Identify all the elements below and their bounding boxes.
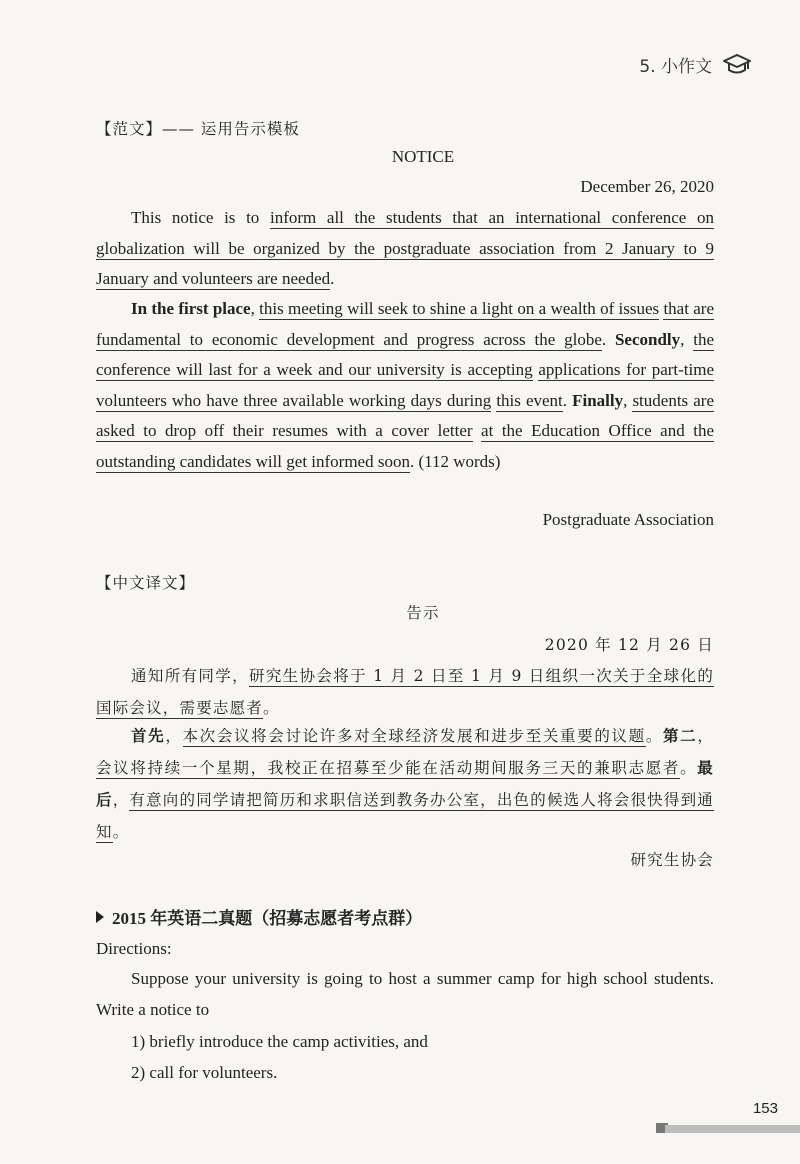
graduation-cap-icon [722,52,752,76]
exam-item-2: 2) call for volunteers. [131,1063,278,1082]
tp2-underline-5: 将会很快得到通知 [96,791,714,841]
tp1-underline-2: 的国际会议，需要志愿者 [96,667,715,717]
p1-underline-2: globalization will be organized by the postgraduate association from 2 January to 9 [96,238,714,258]
exam-heading-text: 2015 年英语二真题（招募志愿者考点群） [112,909,423,928]
notice-date: December 26, 2020 [580,177,714,196]
p2-underline-2: that are fundamental to economic development and progress across the globe [96,299,714,349]
notice-title: NOTICE [391,147,455,166]
tp2-underline-1: 本次会议将会讨论许多对全球经济发展和进步至关重要的议题 [182,727,646,745]
translation-paragraph-2 [96,720,714,848]
tp1-lead: 通知所有同学， [131,667,249,685]
tp2-bold-last: 最后 [96,758,714,809]
exam-prompt: Suppose your university is going to host a summer camp for high school students. Write a notice to [96,969,714,1019]
translation-date: 2020 年 12 月 26 日 [544,636,714,654]
chapter-title: 5. 小作文 [639,56,712,77]
sample-signature: Postgraduate Association [542,510,714,529]
translation-title: 告示 [406,604,440,622]
exam-directions: Directions: [96,939,172,958]
page-number: 153 [752,1100,778,1117]
footer-bar [665,1125,800,1133]
sample-label: 【范文】—— 运用告示模板 [96,120,300,138]
exam-item-1: 1) briefly introduce the camp activities, and [131,1032,428,1051]
p2-underline-3: the conference will last for a week and our university is accepting [96,329,714,379]
tp2-underline-2: 会议将持续一个星期，我校正在招募至少能在活动期间服务三天的兼职志 [96,759,646,777]
tp2-comma-1: ， [165,727,183,745]
tp2-bold-first: 首先 [131,726,166,745]
p2-comma-1: , [250,299,260,318]
tp2-period-1: 。 [645,727,663,745]
p2-bold-finally: Finally [572,390,624,410]
p2-underline-7: at the Education Office and the outstanding candidates will get informed soon [96,421,714,471]
p2-comma-2: , [680,329,694,349]
p2-underline-6: students are asked to drop off their resumes with a cover letter [96,390,714,440]
tp1-end: 。 [263,699,280,717]
translation-signature: 研究生协会 [630,851,714,869]
p1-end: . [330,269,335,288]
tp2-period-2: 。 [680,759,698,777]
p2-underline-4: applications for part-time volunteers who have three available working days during [96,360,715,410]
sample-paragraph-1 [96,203,714,295]
p2-period-1: . [601,329,607,349]
tp2-bold-second: 第二 [663,726,698,745]
p2-tail: . (112 words) [409,451,501,471]
tp2-underline-3: 愿者 [645,759,681,777]
translation-label: 【中文译文】 [96,574,196,592]
p2-bold-first: In the first place [131,299,251,318]
tp2-comma-2: ， [697,727,715,745]
p2-period-2: . [562,390,573,410]
p1-underline-3: January and volunteers are needed [96,269,331,288]
exam-heading [96,904,422,929]
p2-bold-secondly: Secondly [614,329,681,349]
running-head [639,52,752,76]
translation-paragraph-1 [96,660,714,724]
tp2-end: 。 [112,823,130,841]
sample-paragraph-2 [96,294,714,477]
tp1-underline-1: 研究生协会将于 1 月 2 日至 1 月 9 日组织一次关于全球化 [248,667,698,685]
p2-underline-5: this event [496,390,563,410]
tp2-underline-4: 有意向的同学请把简历和求职信送到教务办公室，出色的候选人 [129,791,598,809]
p1-lead: This notice is to [131,208,270,227]
p2-comma-3: , [623,390,633,410]
tp2-comma-3: ， [112,791,130,809]
triangle-bullet-icon [96,911,104,923]
p2-underline-1: this meeting will seek to shine a light on a wealth of issues [259,299,660,318]
p1-underline-1: inform all the students that an international conference on [269,208,714,227]
